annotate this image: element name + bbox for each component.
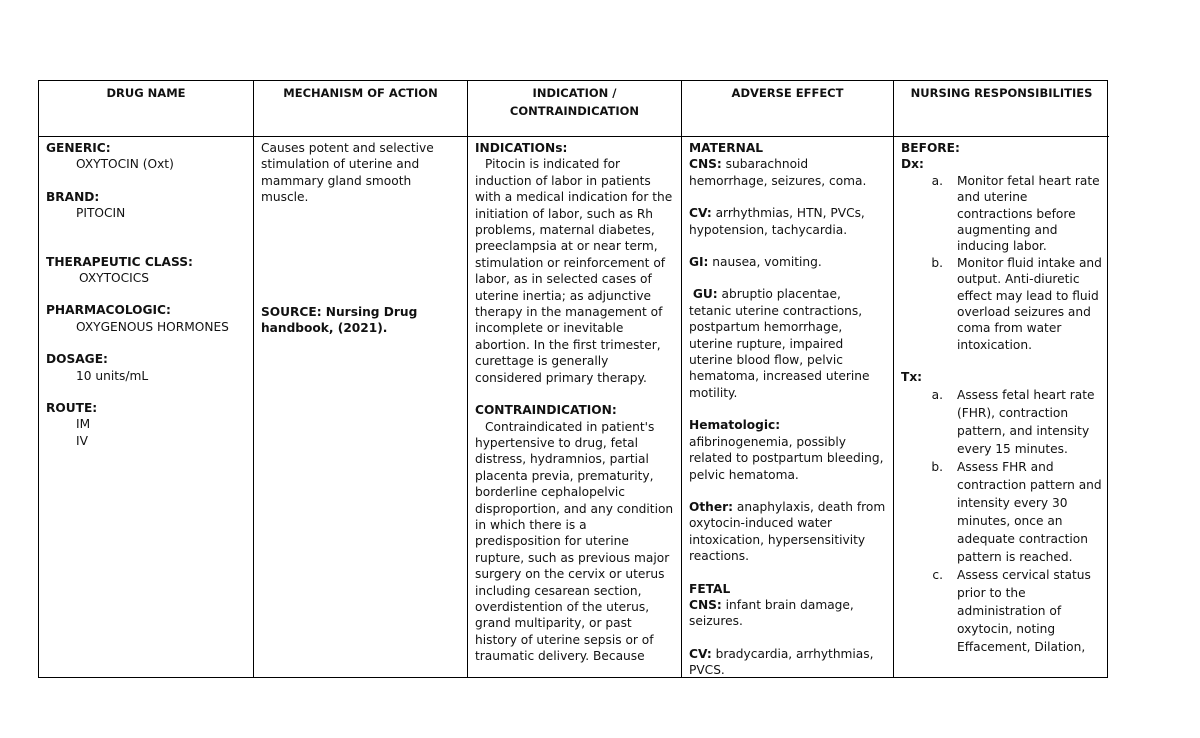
pharmacologic-label: PHARMACOLOGIC: — [46, 303, 171, 318]
pharmacologic-value: OXYGENOUS HORMONES — [76, 319, 229, 334]
fetal-cns: CNS: infant brain damage, seizures. — [689, 597, 854, 629]
before-label: BEFORE: — [901, 141, 960, 155]
generic-value: OXYTOCIN (Oxt) — [76, 157, 174, 172]
header-adverse-effect: ADVERSE EFFECT — [682, 81, 893, 137]
maternal-cv: CV: arrhythmias, HTN, PVCs, hypotension, tachycardia. — [689, 206, 865, 237]
contraindication-label: CONTRAINDICATION: — [475, 403, 617, 418]
dx-label: Dx: — [901, 157, 924, 172]
list-item: a. Monitor fetal heart rate and uterine contractions before augmenting and inducing labor. — [931, 173, 1100, 254]
fetal-cv: CV: bradycardia, arrhythmias, PVCS. — [689, 646, 874, 677]
drug-study-table — [38, 80, 1108, 678]
maternal-gu: GU: abruptio placentae, tetanic uterine contractions, postpartum hemorrhage, uterine rupture, impaired uterine blood flow, pelvic hematoma, increased uterine motility. — [689, 287, 870, 400]
fetal-heading: FETAL — [689, 581, 731, 596]
header-drug-name: DRUG NAME — [39, 81, 253, 137]
list-item: b. Assess FHR and contraction pattern and intensity every 30 minutes, once an adequate contraction pattern is reached. — [931, 459, 1102, 564]
mechanism-source: SOURCE: Nursing Drug handbook, (2021). — [261, 304, 418, 336]
mechanism-text: Causes potent and selective stimulation of uterine and mammary gland smooth muscle. — [261, 141, 434, 205]
header-nursing: NURSING RESPONSIBILITIES — [894, 81, 1109, 137]
route-value-iv: IV — [76, 433, 88, 448]
maternal-other: Other: anaphylaxis, death from oxytocin-induced water intoxication, hypersensitivity reactions. — [689, 499, 886, 564]
therapeutic-label: THERAPEUTIC CLASS: — [46, 254, 193, 269]
therapeutic-value: OXYTOCICS — [79, 271, 149, 286]
column-nursing — [894, 81, 1109, 677]
header-indication — [468, 81, 681, 137]
header-indication-line2: CONTRAINDICATION — [509, 104, 640, 118]
tx-label: Tx: — [901, 370, 923, 385]
maternal-heading: MATERNAL — [689, 141, 764, 155]
indications-text: Pitocin is indicated for induction of labor in patients with a medical indication for the initiation of labor, such as Rh problems, maternal diabetes, preeclampsia at or near term, stimulation or reinforcement of labor, as in selected cases of uterine inertia; as adjunctive therapy in the management of incomplete or inevitable abortion. In the first trimester, curettage is generally considered primary therapy. — [475, 157, 673, 385]
contraindication-text: Contraindicated in patient's hypertensive to drug, fetal distress, hydramnios, partial placenta previa, prematurity, borderline cephalopelvic disproportion, and any condition in which there is a predisposition for uterine rupture, such as previous major surgery on the cervix or uterus including cesarean section, overdistention of the uterus, grand multiparity, or past history of uterine sepsis or of traumatic delivery. Because — [475, 419, 674, 664]
dx-list — [901, 173, 1102, 353]
column-drug-name — [39, 81, 254, 677]
route-label: ROUTE: — [46, 401, 98, 416]
maternal-gi: GI: nausea, vomiting. — [689, 255, 822, 270]
column-mechanism — [254, 81, 468, 677]
tx-list — [901, 386, 1102, 656]
indications-label: INDICATIONs: — [475, 141, 568, 155]
column-adverse-effect — [682, 81, 894, 677]
generic-label: GENERIC: — [46, 141, 111, 155]
brand-value: PITOCIN — [76, 206, 126, 221]
hematologic-text: afibrinogenemia, possibly related to postpartum bleeding, pelvic hematoma. — [689, 434, 884, 482]
list-item: a. Assess fetal heart rate (FHR), contraction pattern, and intensity every 15 minutes. — [931, 387, 1095, 456]
hematologic-label: Hematologic: — [689, 418, 781, 433]
route-value-im: IM — [76, 417, 91, 432]
list-item: b. Monitor fluid intake and output. Anti-diuretic effect may lead to fluid overload seizures and coma from water intoxication. — [931, 255, 1102, 352]
brand-label: BRAND: — [46, 189, 100, 204]
dosage-value: 10 units/mL — [76, 368, 149, 383]
maternal-cns: CNS: subarachnoid hemorrhage, seizures, coma. — [689, 157, 867, 188]
list-item: c. Assess cervical status prior to the administration of oxytocin, noting Effacement, Dilation, — [932, 567, 1091, 654]
header-mechanism: MECHANISM OF ACTION — [254, 81, 467, 137]
header-indication-line1: INDICATION / — [532, 86, 617, 100]
dosage-label: DOSAGE: — [46, 352, 108, 367]
column-indication — [468, 81, 682, 677]
